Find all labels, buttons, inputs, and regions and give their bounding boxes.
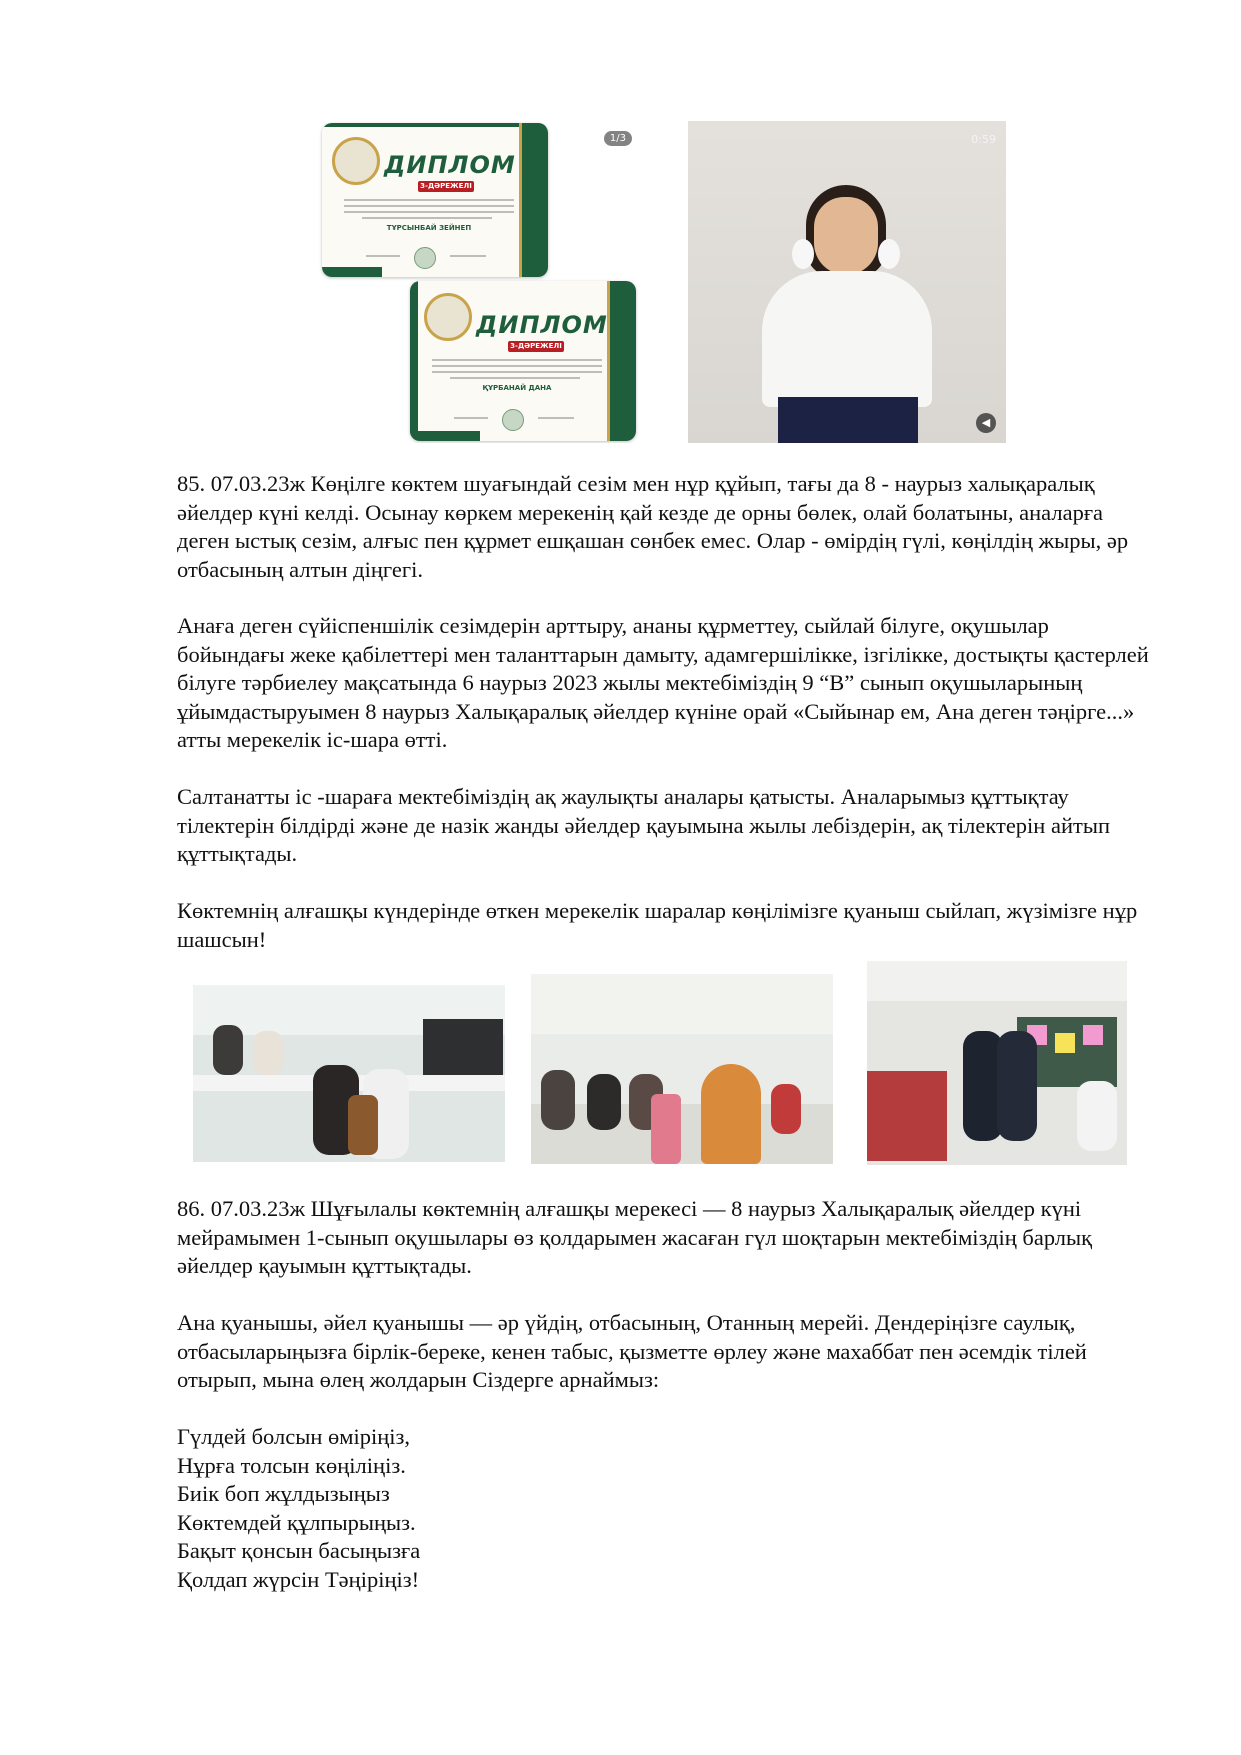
portrait-emblem [424, 293, 472, 341]
paragraph-86-wish: Ана қуанышы, әйел қуанышы — әр үйдің, отбасының, Отанның мерейі. Дендеріңізге саулық, отбасыларыңызға бірлік-береке, кенен табыс, қызметте өрлеу және махаббат пен әсемдік тілей отырып, мына өлең жолдарын Сіздерге арнаймыз: [177, 1310, 1087, 1393]
poem-line: Биік боп жұлдызыңыз [177, 1481, 390, 1507]
diploma-card-2 [410, 281, 636, 441]
event-photo-1 [193, 985, 505, 1162]
poem-line: Нұрға толсын көңіліңіз. [177, 1452, 406, 1478]
poem-line: Көктемдей құлпырыңыз. [177, 1509, 416, 1535]
event-photo-3 [867, 961, 1127, 1165]
video-timer: 0:59 [971, 133, 996, 146]
diploma-title: ДИПЛОМ [476, 311, 608, 339]
event-photo-2 [531, 974, 833, 1164]
paragraph-86-intro: 86. 07.03.23ж Шұғылалы көктемнің алғашқы мерекесі — 8 наурыз Халықаралық әйелдер күні мейрамымен 1-сынып оқушылары өз қолдарымен жасаған гүл шоқтарын мектебіміздің барлық әйелдер қауымын құттықтады. [177, 1196, 1093, 1279]
paragraph-85-ceremony: Салтанатты іс -шараға мектебіміздің ақ жаулықты аналары қатысты. Аналарымыз құттықтау тілектерін білдірді және де назік жанды әйелдер қауымына жылы лебіздерін, ақ тілектерін айтып құттықтады. [177, 784, 1110, 867]
seal-emblem [502, 409, 524, 431]
paragraph-85-intro: 85. 07.03.23ж Көңілге көктем шуағындай сезім мен нұр құйып, тағы да 8 - наурыз халықаралық әйелдер күні келді. Осынау көркем мерекенің қай кезде де орны бөлек, олай болатыны, аналарға деген ыстық сезім, алғыс пен құрмет ешқашан сөнбек емес. Олар - өмірдің гүлі, көңілдің жыры, әр отбасының алтын діңгегі. [177, 471, 1129, 582]
diploma-recipient: ТҰРСЫНБАЙ ЗЕЙНЕП [386, 224, 472, 232]
paragraph-85-wish: Көктемнің алғашқы күндерінде өткен мерекелік шаралар көңілімізге қуаныш сыйлап, жүзімізге нұр шашсын! [177, 898, 1138, 952]
diploma-degree: 3-ДӘРЕЖЕЛІ [508, 341, 564, 352]
diploma-title: ДИПЛОМ [384, 151, 516, 179]
poem-line: Гүлдей болсын өміріңіз, [177, 1424, 411, 1449]
diploma-card-1 [322, 123, 548, 277]
poem-line: Бақыт қонсын басыңызға [177, 1538, 421, 1564]
paragraph-85-purpose: Анаға деген сүйіспеншілік сезімдерін арттыру, ананы құрметтеу, сыйлай білуге, оқушылар бойындағы жеке қабілеттері мен таланттарын дамыту, адамгершілікке, ізгілікке, достықты қастерлей білуге тәрбиелеу мақсатында 6 наурыз 2023 жылы мектебіміздің 9 “В” сынып оқушыларының ұйымдастыруымен 8 наурыз Халықаралық әйелдер күніне орай «Сыйынар ем, Ана деген тәңірге...» атты мерекелік іс-шара өтті. [177, 613, 1149, 753]
poem-line: Қолдап жүрсін Тәңіріңіз! [177, 1566, 420, 1592]
image-counter: 1/3 [604, 131, 632, 146]
portrait-emblem [332, 137, 380, 185]
video-frame-image[interactable] [688, 121, 1006, 443]
seal-emblem [414, 247, 436, 269]
diploma-collage-image [318, 121, 640, 443]
diploma-recipient: ҚҰРБАНАЙ ДАНА [482, 384, 552, 392]
poem [177, 1423, 420, 1595]
diploma-degree: 3-ДӘРЕЖЕЛІ [418, 181, 474, 192]
speaker-icon[interactable]: ◀ [976, 413, 996, 433]
girl-figure [814, 197, 878, 275]
